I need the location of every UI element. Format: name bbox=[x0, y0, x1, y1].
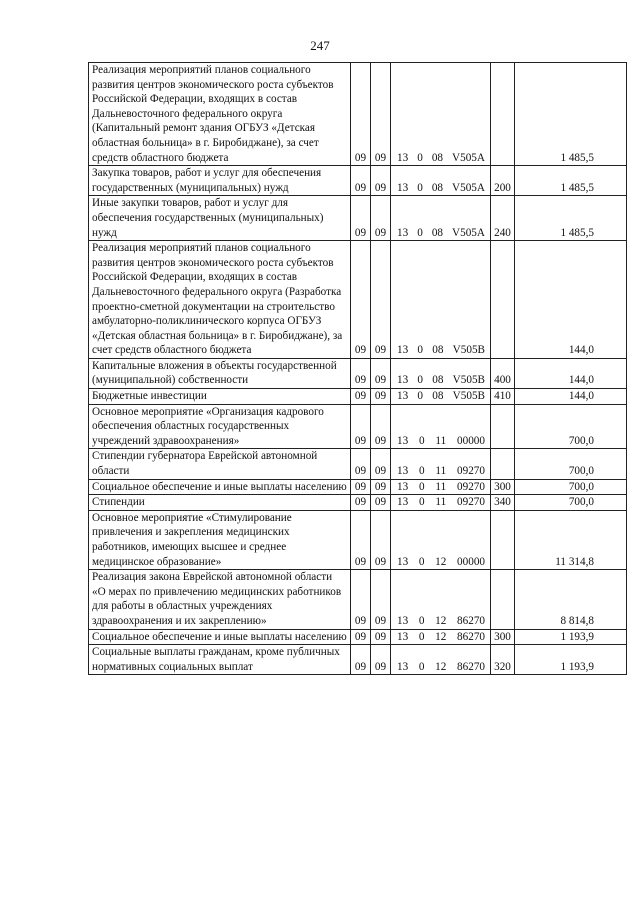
subsection-code: 09 bbox=[371, 645, 391, 675]
program-code-part: 86270 bbox=[457, 660, 485, 673]
table-row bbox=[89, 479, 627, 495]
program-code-part: V505B bbox=[452, 390, 485, 403]
program-code-part: 11 bbox=[435, 480, 447, 493]
program-code bbox=[391, 479, 491, 495]
program-code-part: 0 bbox=[418, 630, 425, 643]
row-name: Стипендии bbox=[89, 495, 351, 511]
expense-type-code: 400 bbox=[491, 358, 515, 388]
table-row bbox=[89, 196, 627, 241]
amount-value: 144,0 bbox=[515, 358, 627, 388]
program-code bbox=[391, 404, 491, 449]
program-code-part: 0 bbox=[417, 151, 423, 164]
expense-type-code: 340 bbox=[491, 495, 515, 511]
table-row bbox=[89, 449, 627, 479]
amount-value: 11 314,8 bbox=[515, 510, 627, 569]
row-name: Социальное обеспечение и иные выплаты населению bbox=[89, 629, 351, 645]
program-code bbox=[391, 495, 491, 511]
program-code-part: 11 bbox=[435, 496, 447, 509]
amount-value: 144,0 bbox=[515, 241, 627, 359]
section-code: 09 bbox=[351, 241, 371, 359]
program-code-part: 13 bbox=[397, 660, 409, 673]
table-row bbox=[89, 645, 627, 675]
subsection-code: 09 bbox=[371, 166, 391, 196]
budget-table bbox=[88, 62, 627, 675]
program-code-part: 12 bbox=[435, 555, 447, 568]
program-code-part: 08 bbox=[431, 226, 443, 239]
program-code-parts bbox=[393, 151, 488, 166]
program-code-parts bbox=[393, 630, 488, 645]
section-code: 09 bbox=[351, 196, 371, 241]
subsection-code: 09 bbox=[371, 404, 391, 449]
program-code-part: 0 bbox=[419, 434, 425, 447]
row-name: Реализация мероприятий планов социального развития центров экономического роста субъектов Российской Федерации, входящих в состав Дальневосточного федерального округа (Капитальный ремонт здания ОГБУЗ «Детская областная больница» в г. Биробиджане), за счет средств областного бюджета bbox=[89, 63, 351, 166]
program-code-parts bbox=[393, 464, 488, 479]
amount-value: 700,0 bbox=[515, 479, 627, 495]
program-code-part: 0 bbox=[419, 480, 425, 493]
section-code: 09 bbox=[351, 479, 371, 495]
expense-type-code: 240 bbox=[491, 196, 515, 241]
program-code-part: V505B bbox=[452, 344, 485, 357]
program-code-part: 86270 bbox=[457, 614, 485, 627]
row-name: Основное мероприятие «Организация кадрового обеспечения областных государственных учреждений здравоохранения» bbox=[89, 404, 351, 449]
program-code-part: 0 bbox=[417, 344, 424, 357]
amount-value: 1 193,9 bbox=[515, 645, 627, 675]
budget-table-body bbox=[89, 63, 627, 675]
row-name: Реализация мероприятий планов социального развития центров экономического роста субъектов Российской Федерации, входящих в состав Дальневосточного федерального округа (Разработка проектно-сметной документации на строительство амбулаторно-поликлинического корпуса ОГБУЗ «Детская областная больница» в г. Биробиджане), за счет средств областного бюджета bbox=[89, 241, 351, 359]
row-name: Социальные выплаты гражданам, кроме публичных нормативных социальных выплат bbox=[89, 645, 351, 675]
program-code-parts bbox=[393, 495, 488, 510]
program-code-part: 13 bbox=[397, 496, 409, 509]
program-code-part: 13 bbox=[397, 434, 409, 447]
row-name: Закупка товаров, работ и услуг для обеспечения государственных (муниципальных) нужд bbox=[89, 166, 351, 196]
section-code: 09 bbox=[351, 389, 371, 405]
expense-type-code bbox=[491, 510, 515, 569]
program-code-parts bbox=[393, 343, 488, 358]
program-code bbox=[391, 389, 491, 405]
section-code: 09 bbox=[351, 449, 371, 479]
page-number: 247 bbox=[310, 38, 330, 53]
amount-value: 144,0 bbox=[515, 389, 627, 405]
program-code-part: 13 bbox=[397, 390, 409, 403]
amount-value: 1 485,5 bbox=[515, 166, 627, 196]
program-code-part: 08 bbox=[432, 390, 444, 403]
program-code-part: V505A bbox=[452, 151, 485, 164]
table-row bbox=[89, 389, 627, 405]
program-code-part: 13 bbox=[397, 614, 409, 627]
program-code-part: 09270 bbox=[457, 480, 485, 493]
expense-type-code bbox=[491, 570, 515, 629]
program-code-part: 13 bbox=[397, 555, 409, 568]
amount-value: 1 485,5 bbox=[515, 196, 627, 241]
program-code-parts bbox=[393, 373, 488, 388]
program-code-part: 13 bbox=[397, 226, 409, 239]
expense-type-code bbox=[491, 63, 515, 166]
program-code-parts bbox=[393, 434, 488, 449]
table-row bbox=[89, 241, 627, 359]
amount-value: 8 814,8 bbox=[515, 570, 627, 629]
section-code: 09 bbox=[351, 495, 371, 511]
subsection-code: 09 bbox=[371, 510, 391, 569]
program-code-part: V505A bbox=[452, 226, 485, 239]
program-code-parts bbox=[393, 181, 488, 196]
program-code-part: 13 bbox=[397, 465, 409, 478]
program-code-part: 0 bbox=[417, 181, 423, 194]
table-row bbox=[89, 404, 627, 449]
program-code-parts bbox=[393, 614, 488, 629]
program-code-part: 0 bbox=[417, 226, 423, 239]
program-code-part: 86270 bbox=[457, 630, 485, 643]
row-name: Основное мероприятие «Стимулирование привлечения и закрепления медицинских работников, имеющих высшее и среднее медицинское образование» bbox=[89, 510, 351, 569]
program-code-parts bbox=[393, 480, 488, 495]
program-code-part: 13 bbox=[397, 374, 409, 387]
row-name: Бюджетные инвестиции bbox=[89, 389, 351, 405]
program-code bbox=[391, 358, 491, 388]
expense-type-code bbox=[491, 241, 515, 359]
section-code: 09 bbox=[351, 166, 371, 196]
subsection-code: 09 bbox=[371, 63, 391, 166]
program-code-part: 0 bbox=[418, 614, 425, 627]
program-code-part: 00000 bbox=[457, 555, 485, 568]
program-code-part: V505A bbox=[452, 181, 485, 194]
program-code-part: 11 bbox=[435, 465, 447, 478]
table-row bbox=[89, 166, 627, 196]
table-row bbox=[89, 495, 627, 511]
program-code-parts bbox=[393, 226, 488, 241]
program-code-part: 13 bbox=[397, 181, 409, 194]
amount-value: 700,0 bbox=[515, 404, 627, 449]
program-code bbox=[391, 241, 491, 359]
program-code bbox=[391, 510, 491, 569]
subsection-code: 09 bbox=[371, 479, 391, 495]
table-row bbox=[89, 570, 627, 629]
row-name: Стипендии губернатора Еврейской автономной области bbox=[89, 449, 351, 479]
amount-value: 700,0 bbox=[515, 449, 627, 479]
program-code-part: 0 bbox=[417, 390, 424, 403]
program-code-part: 08 bbox=[432, 374, 444, 387]
subsection-code: 09 bbox=[371, 241, 391, 359]
section-code: 09 bbox=[351, 404, 371, 449]
expense-type-code bbox=[491, 449, 515, 479]
program-code-part: 12 bbox=[435, 614, 447, 627]
row-name: Социальное обеспечение и иные выплаты населению bbox=[89, 479, 351, 495]
program-code-part: 13 bbox=[397, 151, 409, 164]
program-code-part: 13 bbox=[397, 630, 409, 643]
expense-type-code: 300 bbox=[491, 479, 515, 495]
program-code-part: 0 bbox=[419, 465, 425, 478]
program-code-part: 00000 bbox=[457, 434, 485, 447]
expense-type-code: 320 bbox=[491, 645, 515, 675]
program-code bbox=[391, 196, 491, 241]
program-code bbox=[391, 449, 491, 479]
amount-value: 1 485,5 bbox=[515, 63, 627, 166]
program-code-part: V505B bbox=[452, 374, 485, 387]
row-name: Реализация закона Еврейской автономной области «О мерах по привлечению медицинских работников для работы в областных учреждениях здравоохранения и их закреплению» bbox=[89, 570, 351, 629]
program-code-parts bbox=[393, 660, 488, 675]
subsection-code: 09 bbox=[371, 389, 391, 405]
table-row bbox=[89, 510, 627, 569]
expense-type-code bbox=[491, 404, 515, 449]
program-code bbox=[391, 63, 491, 166]
program-code-part: 0 bbox=[419, 496, 425, 509]
section-code: 09 bbox=[351, 570, 371, 629]
program-code-part: 08 bbox=[432, 344, 444, 357]
program-code-part: 13 bbox=[397, 480, 409, 493]
program-code-part: 0 bbox=[418, 660, 425, 673]
subsection-code: 09 bbox=[371, 570, 391, 629]
program-code-part: 11 bbox=[435, 434, 447, 447]
program-code bbox=[391, 629, 491, 645]
section-code: 09 bbox=[351, 358, 371, 388]
program-code-part: 12 bbox=[435, 660, 447, 673]
program-code-parts bbox=[393, 555, 488, 570]
section-code: 09 bbox=[351, 645, 371, 675]
program-code-part: 13 bbox=[397, 344, 409, 357]
row-name: Иные закупки товаров, работ и услуг для обеспечения государственных (муниципальных) нужд bbox=[89, 196, 351, 241]
subsection-code: 09 bbox=[371, 449, 391, 479]
table-row bbox=[89, 63, 627, 166]
expense-type-code: 410 bbox=[491, 389, 515, 405]
amount-value: 1 193,9 bbox=[515, 629, 627, 645]
program-code bbox=[391, 166, 491, 196]
program-code-part: 08 bbox=[431, 151, 443, 164]
section-code: 09 bbox=[351, 629, 371, 645]
program-code-part: 0 bbox=[417, 374, 424, 387]
subsection-code: 09 bbox=[371, 495, 391, 511]
program-code-part: 0 bbox=[418, 555, 425, 568]
table-row bbox=[89, 629, 627, 645]
amount-value: 700,0 bbox=[515, 495, 627, 511]
program-code-part: 09270 bbox=[457, 465, 485, 478]
program-code-part: 12 bbox=[435, 630, 447, 643]
subsection-code: 09 bbox=[371, 196, 391, 241]
program-code bbox=[391, 645, 491, 675]
subsection-code: 09 bbox=[371, 629, 391, 645]
section-code: 09 bbox=[351, 63, 371, 166]
program-code-parts bbox=[393, 389, 488, 404]
expense-type-code: 300 bbox=[491, 629, 515, 645]
expense-type-code: 200 bbox=[491, 166, 515, 196]
program-code-part: 08 bbox=[431, 181, 443, 194]
program-code bbox=[391, 570, 491, 629]
program-code-part: 09270 bbox=[457, 496, 485, 509]
row-name: Капитальные вложения в объекты государственной (муниципальной) собственности bbox=[89, 358, 351, 388]
subsection-code: 09 bbox=[371, 358, 391, 388]
section-code: 09 bbox=[351, 510, 371, 569]
table-row bbox=[89, 358, 627, 388]
